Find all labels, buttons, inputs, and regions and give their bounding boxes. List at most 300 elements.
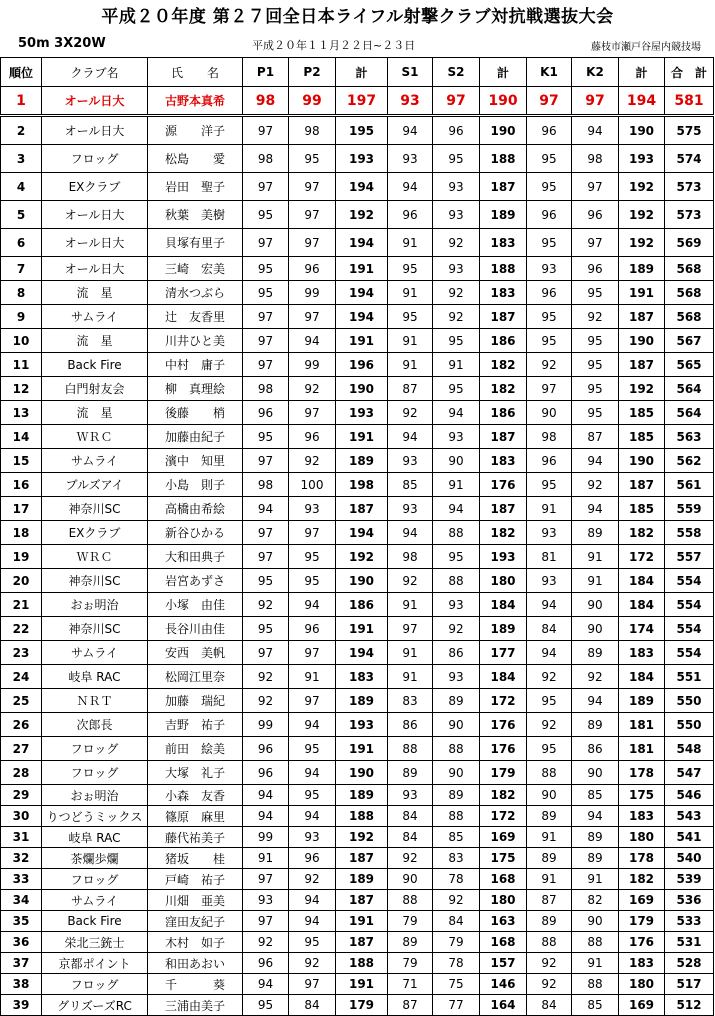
cell-k2: 91 [572,569,619,593]
cell-s2: 78 [433,953,480,974]
cell-s-total: 188 [480,257,527,281]
cell-p2: 92 [289,449,336,473]
cell-rank: 21 [1,593,42,617]
cell-grand-total: 567 [665,329,714,353]
cell-k-total: 169 [619,890,665,911]
cell-s1: 71 [388,974,433,995]
table-row [1,116,714,145]
cell-k1: 92 [527,353,572,377]
cell-p2: 97 [289,641,336,665]
cell-rank: 30 [1,806,42,827]
cell-p-total: 192 [336,545,388,569]
cell-k1: 92 [527,974,572,995]
cell-k-total: 193 [619,145,665,173]
cell-k1: 95 [527,229,572,257]
cell-s-total: 182 [480,785,527,806]
table-row [1,521,714,545]
cell-s2: 93 [433,257,480,281]
cell-s2: 90 [433,449,480,473]
cell-club: Back Fire [42,353,148,377]
cell-s-total: 183 [480,281,527,305]
cell-k1: 90 [527,401,572,425]
cell-k-total: 178 [619,848,665,869]
cell-rank: 20 [1,569,42,593]
cell-k-total: 181 [619,737,665,761]
cell-s2: 91 [433,353,480,377]
cell-s-total: 182 [480,377,527,401]
cell-p1: 95 [243,995,289,1016]
cell-k2: 94 [572,689,619,713]
cell-s1: 94 [388,425,433,449]
cell-p-total: 194 [336,305,388,329]
cell-k1: 93 [527,521,572,545]
cell-club: 岐阜 RAC [42,665,148,689]
table-row [1,848,714,869]
cell-s-total: 183 [480,449,527,473]
cell-name: 藤代祐美子 [148,827,243,848]
cell-rank: 8 [1,281,42,305]
cell-name: 川井ひと美 [148,329,243,353]
cell-p2: 94 [289,329,336,353]
table-row [1,87,714,116]
cell-p1: 92 [243,665,289,689]
cell-k2: 89 [572,848,619,869]
header-k-total: 計 [619,58,665,87]
cell-grand-total: 543 [665,806,714,827]
cell-club: 流 星 [42,401,148,425]
cell-grand-total: 554 [665,593,714,617]
cell-s1: 93 [388,145,433,173]
cell-p1: 97 [243,353,289,377]
cell-name: 加藤 瑞紀 [148,689,243,713]
cell-p-total: 198 [336,473,388,497]
cell-p-total: 191 [336,257,388,281]
cell-k2: 94 [572,116,619,145]
cell-p1: 97 [243,641,289,665]
cell-p-total: 192 [336,827,388,848]
cell-club: 神奈川SC [42,497,148,521]
cell-name: 小島 則子 [148,473,243,497]
cell-k2: 94 [572,806,619,827]
cell-name: 三浦由美子 [148,995,243,1016]
cell-p2: 97 [289,201,336,229]
cell-club: ＮＲＴ [42,689,148,713]
cell-k2: 95 [572,377,619,401]
cell-k2: 98 [572,145,619,173]
cell-s-total: 186 [480,329,527,353]
cell-name: 篠原 麻里 [148,806,243,827]
cell-k1: 88 [527,932,572,953]
cell-rank: 26 [1,713,42,737]
cell-grand-total: 562 [665,449,714,473]
cell-k-total: 194 [619,87,665,116]
cell-s-total: 176 [480,737,527,761]
cell-k-total: 187 [619,353,665,377]
cell-grand-total: 564 [665,377,714,401]
cell-club: EXクラブ [42,521,148,545]
cell-p-total: 191 [336,329,388,353]
cell-rank: 35 [1,911,42,932]
cell-s1: 89 [388,761,433,785]
table-row [1,995,714,1016]
cell-p2: 94 [289,890,336,911]
cell-s-total: 190 [480,87,527,116]
cell-name: 和田あおい [148,953,243,974]
cell-s1: 94 [388,521,433,545]
cell-k-total: 190 [619,329,665,353]
cell-s2: 92 [433,617,480,641]
cell-s1: 84 [388,806,433,827]
cell-s2: 92 [433,305,480,329]
cell-s2: 95 [433,145,480,173]
cell-p1: 97 [243,521,289,545]
cell-rank: 25 [1,689,42,713]
cell-p1: 94 [243,497,289,521]
cell-club: サムライ [42,305,148,329]
table-row [1,329,714,353]
cell-p1: 97 [243,329,289,353]
table-row [1,932,714,953]
cell-p-total: 187 [336,848,388,869]
cell-p1: 97 [243,116,289,145]
cell-p1: 96 [243,737,289,761]
table-row [1,281,714,305]
cell-p-total: 187 [336,932,388,953]
cell-s-total: 189 [480,617,527,641]
cell-p2: 84 [289,995,336,1016]
cell-grand-total: 558 [665,521,714,545]
cell-p-total: 194 [336,173,388,201]
cell-rank: 16 [1,473,42,497]
cell-p-total: 189 [336,449,388,473]
cell-k-total: 187 [619,473,665,497]
cell-p-total: 191 [336,617,388,641]
cell-rank: 23 [1,641,42,665]
cell-k2: 92 [572,665,619,689]
cell-k-total: 174 [619,617,665,641]
cell-k2: 95 [572,329,619,353]
cell-p2: 92 [289,377,336,401]
cell-p-total: 190 [336,569,388,593]
cell-name: 松島 愛 [148,145,243,173]
cell-rank: 18 [1,521,42,545]
cell-s-total: 187 [480,305,527,329]
results-table [0,57,714,1016]
cell-name: 柳 真理絵 [148,377,243,401]
cell-k2: 88 [572,932,619,953]
cell-k1: 88 [527,761,572,785]
table-row [1,689,714,713]
cell-k-total: 192 [619,201,665,229]
cell-name: 猪坂 桂 [148,848,243,869]
cell-s-total: 184 [480,665,527,689]
cell-k1: 89 [527,848,572,869]
cell-k-total: 180 [619,974,665,995]
cell-rank: 37 [1,953,42,974]
table-row [1,257,714,281]
table-row [1,785,714,806]
cell-rank: 28 [1,761,42,785]
cell-k2: 95 [572,281,619,305]
cell-k1: 96 [527,449,572,473]
cell-k2: 89 [572,713,619,737]
cell-k-total: 178 [619,761,665,785]
cell-k1: 91 [527,827,572,848]
table-row [1,911,714,932]
cell-club: フロッグ [42,761,148,785]
cell-k-total: 189 [619,689,665,713]
event-date: 平成２０年１１月２２日~２３日 [252,39,416,52]
cell-p2: 98 [289,116,336,145]
cell-club: オール日大 [42,257,148,281]
cell-club: フロッグ [42,145,148,173]
cell-k2: 97 [572,229,619,257]
cell-club: サムライ [42,449,148,473]
cell-p-total: 187 [336,497,388,521]
header-rank: 順位 [1,58,42,87]
cell-k-total: 187 [619,305,665,329]
cell-s2: 78 [433,869,480,890]
cell-k-total: 183 [619,641,665,665]
cell-s-total: 168 [480,869,527,890]
cell-k-total: 179 [619,911,665,932]
cell-k-total: 175 [619,785,665,806]
cell-s1: 85 [388,473,433,497]
cell-p2: 95 [289,145,336,173]
cell-grand-total: 531 [665,932,714,953]
cell-s2: 96 [433,116,480,145]
table-row [1,713,714,737]
cell-p1: 97 [243,449,289,473]
cell-p1: 94 [243,974,289,995]
cell-s-total: 183 [480,229,527,257]
cell-s1: 93 [388,785,433,806]
cell-k-total: 184 [619,665,665,689]
cell-s-total: 184 [480,593,527,617]
cell-grand-total: 575 [665,116,714,145]
cell-p2: 96 [289,848,336,869]
cell-k1: 97 [527,377,572,401]
cell-k2: 85 [572,785,619,806]
cell-p2: 94 [289,911,336,932]
cell-s2: 95 [433,329,480,353]
cell-name: 岩宮あずさ [148,569,243,593]
cell-k1: 95 [527,329,572,353]
table-row [1,377,714,401]
cell-p1: 97 [243,229,289,257]
cell-k-total: 182 [619,521,665,545]
cell-s2: 93 [433,665,480,689]
table-row [1,145,714,173]
cell-p2: 95 [289,569,336,593]
cell-s2: 88 [433,737,480,761]
cell-s-total: 189 [480,201,527,229]
cell-s2: 94 [433,401,480,425]
cell-k2: 96 [572,257,619,281]
cell-k2: 89 [572,827,619,848]
cell-p-total: 194 [336,281,388,305]
cell-grand-total: 581 [665,87,714,116]
cell-s-total: 175 [480,848,527,869]
cell-p2: 94 [289,806,336,827]
cell-k-total: 192 [619,377,665,401]
cell-k2: 95 [572,353,619,377]
cell-rank: 24 [1,665,42,689]
cell-grand-total: 536 [665,890,714,911]
cell-name: 窪田友紀子 [148,911,243,932]
cell-grand-total: 550 [665,713,714,737]
cell-p2: 99 [289,353,336,377]
cell-s-total: 190 [480,116,527,145]
cell-club: おぉ明治 [42,593,148,617]
cell-k2: 94 [572,497,619,521]
table-row [1,229,714,257]
cell-name: 吉野 祐子 [148,713,243,737]
cell-k2: 89 [572,521,619,545]
cell-p1: 95 [243,569,289,593]
cell-k1: 84 [527,995,572,1016]
cell-p2: 97 [289,305,336,329]
cell-k2: 95 [572,401,619,425]
cell-p-total: 194 [336,229,388,257]
event-label: 50m 3X20W [18,36,106,51]
cell-name: 清水つぶら [148,281,243,305]
cell-club: 流 星 [42,281,148,305]
cell-k1: 89 [527,911,572,932]
cell-name: 貝塚有里子 [148,229,243,257]
cell-rank: 11 [1,353,42,377]
cell-p2: 97 [289,521,336,545]
cell-s-total: 146 [480,974,527,995]
cell-s2: 83 [433,848,480,869]
cell-club: フロッグ [42,974,148,995]
table-row [1,806,714,827]
cell-s-total: 157 [480,953,527,974]
cell-k1: 93 [527,257,572,281]
event-venue: 藤枝市瀬戸谷屋内競技場 [591,42,701,53]
cell-k2: 96 [572,201,619,229]
cell-grand-total: 568 [665,257,714,281]
cell-k-total: 190 [619,116,665,145]
cell-s2: 93 [433,173,480,201]
cell-club: EXクラブ [42,173,148,201]
cell-grand-total: 547 [665,761,714,785]
cell-s-total: 187 [480,173,527,201]
cell-name: 千 葵 [148,974,243,995]
cell-s1: 91 [388,329,433,353]
cell-p2: 97 [289,974,336,995]
cell-name: 安西 美帆 [148,641,243,665]
cell-s1: 92 [388,569,433,593]
table-row [1,425,714,449]
cell-rank: 32 [1,848,42,869]
cell-p1: 95 [243,617,289,641]
cell-rank: 3 [1,145,42,173]
cell-k-total: 189 [619,257,665,281]
cell-p-total: 191 [336,911,388,932]
cell-p1: 99 [243,827,289,848]
cell-k-total: 172 [619,545,665,569]
cell-s1: 91 [388,353,433,377]
table-row [1,173,714,201]
cell-k2: 91 [572,545,619,569]
table-row [1,569,714,593]
cell-p2: 96 [289,257,336,281]
cell-p-total: 194 [336,641,388,665]
cell-p1: 98 [243,87,289,116]
cell-s1: 94 [388,173,433,201]
cell-p-total: 193 [336,713,388,737]
cell-p2: 97 [289,689,336,713]
cell-club: グリズーズRC [42,995,148,1016]
cell-k-total: 176 [619,932,665,953]
cell-grand-total: 528 [665,953,714,974]
cell-p2: 94 [289,593,336,617]
cell-p2: 95 [289,932,336,953]
cell-name: 三崎 宏美 [148,257,243,281]
cell-rank: 22 [1,617,42,641]
cell-k1: 96 [527,201,572,229]
cell-name: 秋葉 美樹 [148,201,243,229]
cell-s1: 96 [388,201,433,229]
cell-s-total: 186 [480,401,527,425]
cell-s2: 95 [433,377,480,401]
cell-p-total: 188 [336,953,388,974]
cell-p-total: 189 [336,785,388,806]
cell-club: 栄北三銃士 [42,932,148,953]
cell-p1: 96 [243,401,289,425]
cell-p-total: 193 [336,401,388,425]
header-s2: S2 [433,58,480,87]
header-p2: P2 [289,58,336,87]
cell-p-total: 191 [336,737,388,761]
cell-p2: 94 [289,761,336,785]
table-row [1,953,714,974]
table-row [1,545,714,569]
cell-p2: 95 [289,545,336,569]
cell-s2: 95 [433,545,480,569]
cell-p-total: 194 [336,521,388,545]
cell-s1: 92 [388,401,433,425]
cell-k1: 95 [527,173,572,201]
cell-s1: 94 [388,116,433,145]
cell-s1: 91 [388,641,433,665]
cell-name: 源 洋子 [148,116,243,145]
cell-s2: 89 [433,689,480,713]
cell-grand-total: 569 [665,229,714,257]
cell-rank: 29 [1,785,42,806]
cell-name: 大塚 礼子 [148,761,243,785]
cell-name: 古野本真希 [148,87,243,116]
cell-grand-total: 533 [665,911,714,932]
cell-rank: 38 [1,974,42,995]
cell-k-total: 182 [619,869,665,890]
cell-grand-total: 554 [665,617,714,641]
cell-k2: 91 [572,869,619,890]
cell-grand-total: 574 [665,145,714,173]
cell-grand-total: 546 [665,785,714,806]
cell-k-total: 192 [619,229,665,257]
cell-k2: 90 [572,617,619,641]
cell-s1: 88 [388,890,433,911]
cell-p1: 95 [243,425,289,449]
cell-p2: 97 [289,401,336,425]
cell-p2: 95 [289,737,336,761]
cell-p2: 99 [289,87,336,116]
cell-p-total: 189 [336,869,388,890]
cell-p1: 98 [243,377,289,401]
cell-p1: 96 [243,953,289,974]
